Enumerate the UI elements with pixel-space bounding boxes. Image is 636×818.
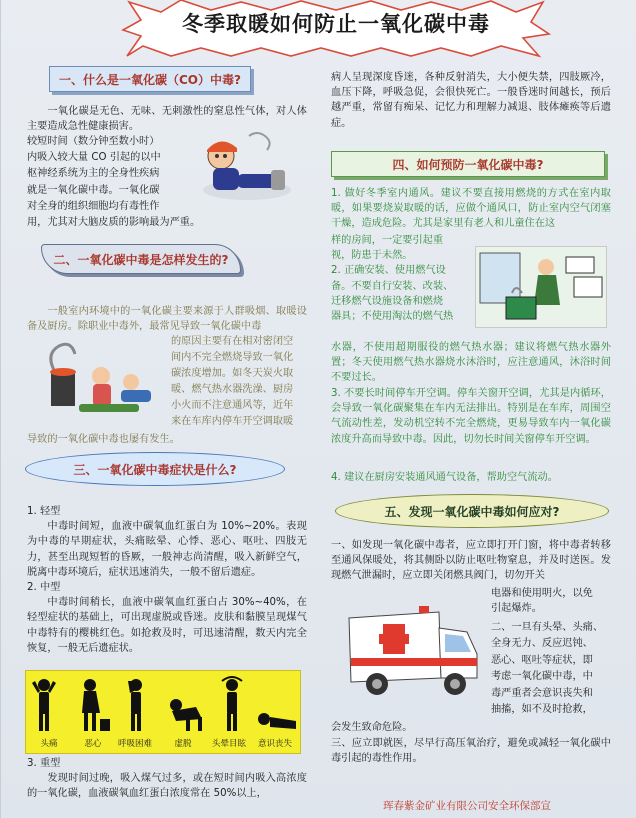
section3-severe [27, 756, 307, 802]
section3-body [27, 504, 307, 656]
section5-line: 抽搐，如不及时抢救， [491, 704, 593, 716]
fainted-person-illustration [187, 126, 295, 208]
section4-line: 器具；不使用淘汰的燃气热 [331, 311, 454, 323]
section2-tail: 导致的一氧化碳中毒也屡有发生。 [27, 434, 180, 445]
symptom-figures [26, 671, 302, 737]
section3-heading: 三、一氧化碳中毒症状是什么? [25, 452, 285, 486]
severe-label: 3. 重型 [27, 758, 61, 769]
section2-line: 间内不完全燃烧导致一氧化 [171, 352, 294, 363]
footer-credit: 珲春紫金矿业有限公司安全环保部宣 [383, 800, 551, 812]
section4-heading: 四、如何预防一氧化碳中毒? [331, 151, 605, 177]
section1-line: 内吸入较大量 CO 引起的以中 [27, 152, 161, 164]
section5-p2-tail: 会发生致命危险。 [331, 722, 413, 733]
section1-heading: 一、什么是一氧化碳（CO）中毒? [49, 66, 251, 92]
symptom-label: 恶心 [84, 739, 102, 749]
section2-line: 来在车库内停车开空调取暖 [171, 416, 294, 427]
section4-line: 样的房间，一定要引起重 [331, 235, 444, 246]
section5-heading: 五、发现一氧化碳中毒如何应对? [335, 494, 609, 528]
section4-p1: 1. 做好冬季室内通风。建议不要直接用燃烧的方式在室内取暖，如果要烧炭取暖的话，应做个通风口，防止室内空气闭塞干燥，造成危险。尤其是家里有老人和儿童住在这 [331, 188, 611, 230]
section2-lead-text: 一般室内环境中的一氧化碳主要来源于人群吸烟、取暖设备及厨房。除职业中毒外，最常见导致一氧化碳中毒 [27, 306, 307, 333]
family-poisoning-illustration [35, 342, 159, 418]
section4-line: 2. 正确安装、使用燃气设 [331, 265, 446, 277]
section2-heading: 二、一氧化碳中毒是怎样发生的? [41, 244, 241, 274]
section4-line: 视，防患于未然。 [331, 250, 413, 262]
section4-p3: 3. 不要长时间停车开空调。停车关窗开空调，尤其是内循环，会导致一氧化碳聚集在车内无法排出。特别是在车库，周围空气流动性差，发动机空转不完全燃烧，更易导致车内一氧化碳浓度升高而导致中毒。因此，切勿长时间关窗停车开空调。 [331, 388, 611, 445]
mild-text: 中毒时间短，血液中碳氧血红蛋白为 10%~20%。表现为中毒的早期症状，头痛眩晕、心悸、恶心、呕吐、四肢无力，甚至出现短暂的昏厥，一般神志尚清醒，吸入新鲜空气，脱离中毒环境后，症状迅速消失，一般不留后遗症。 [27, 521, 307, 578]
section1-line: 就是一氧化碳中毒。一氧化碳 [27, 184, 160, 196]
section1-line: 用，尤其对大脑皮质的影响最为严重。 [27, 217, 201, 229]
section5-line: 电器和使用明火，以免 [491, 588, 593, 599]
section5-line: 二、一旦有头晕、头痛、 [491, 622, 604, 633]
section1-body [27, 134, 201, 231]
section1-line: 枢神经系统为主的全身性疾病 [27, 168, 160, 180]
ambulance-illustration [343, 598, 483, 698]
section2-lead [27, 304, 307, 334]
section5-line: 恶心、呕吐等症状，即 [491, 654, 593, 666]
symptom-label: 头晕目眩 [211, 739, 246, 749]
section4-line: 备。不要自行安装、改装、 [331, 280, 454, 292]
section5-p2-lines [491, 620, 611, 718]
section2-line: 的原因主要有在相对密闭空 [171, 336, 294, 347]
moderate-text: 中毒时间稍长，血液中碳氧血红蛋白占 30%~40%，在轻型症状的基础上，可出现虚脱或昏迷。皮肤和黏膜呈现煤气中毒特有的樱桃红色。如抢救及时，可迅速清醒，数天内完全恢复，一般无后遗症状。 [27, 597, 307, 654]
section2-line: 碳浓度增加。如冬天炭火取 [171, 368, 294, 379]
symptom-label: 头痛 [40, 739, 58, 749]
section1-lead-text: 一氧化碳是无色、无味、无刺激性的窒息性气体，对人体主要造成急性健康损害。 [27, 106, 307, 133]
symptom-label: 呼吸困难 [117, 739, 152, 749]
gas-heater-illustration [475, 246, 607, 328]
section5-line: 毒严重者会意识丧失和 [491, 687, 593, 699]
page-title: 冬季取暖如何防止一氧化碳中毒 [182, 11, 490, 36]
mild-label: 1. 轻型 [27, 506, 61, 517]
section2-line: 小火而不注意通风等，近年 [171, 400, 294, 411]
symptom-label: 虚脱 [174, 739, 192, 749]
section5-p1-lines [491, 586, 611, 616]
section4-line: 迁移燃气设施设备和燃烧 [331, 295, 444, 307]
severe-continuation: 病人呈现深度昏迷，各种反射消失，大小便失禁，四肢厥冷，血压下降，呼吸急促，会很快死亡。一般昏迷时间越长，预后越严重，常留有痴呆、记忆力和理解力减退、肢体瘫痪等后遗症。 [331, 72, 611, 129]
section2-body [171, 334, 309, 430]
section1-line: 较短时间（数分钟至数小时） [27, 136, 160, 147]
section5-line: 引起爆炸。 [491, 603, 542, 615]
moderate-label: 2. 中型 [27, 582, 61, 594]
section4-p1-lines [331, 233, 471, 324]
section5-line: 考虑一氧化碳中毒，中 [491, 671, 593, 683]
severe-text: 发现时间过晚，吸入煤气过多，或在短时间内吸入高浓度的一氧化碳，血液碳氧血红蛋白浓度常在 50%以上， [27, 773, 307, 800]
symptom-label: 意识丧失 [257, 739, 292, 749]
section2-line: 暖、燃气热水器洗澡、厨房 [171, 384, 294, 395]
section5-p1: 一、如发现一氧化碳中毒者，应立即打开门窗，将中毒者转移至通风保暖处，将其侧卧以防止呕吐物窒息，并及时送医。发现燃气泄漏时，应立即关闭燃具阀门，切勿开关 [331, 540, 611, 582]
section4-p2-tail: 水器，不使用超期服役的燃气热水器；建议将燃气热水器外置；冬天使用燃气热水器烧水沐浴时，应注意通风，沐浴时间不要过长。 [331, 342, 611, 384]
section5-line: 全身无力、反应迟钝、 [491, 638, 593, 650]
section1-line: 对全身的组织细胞均有毒性作 [27, 200, 160, 212]
section5-p3: 三、应立即就医，尽早行高压氧治疗，避免或减轻一氧化碳中毒引起的毒性作用。 [331, 738, 611, 765]
section4-p4: 4. 建议在厨房安装通风通气设备，帮助空气流动。 [331, 472, 558, 483]
symptom-icons-panel [25, 670, 301, 754]
